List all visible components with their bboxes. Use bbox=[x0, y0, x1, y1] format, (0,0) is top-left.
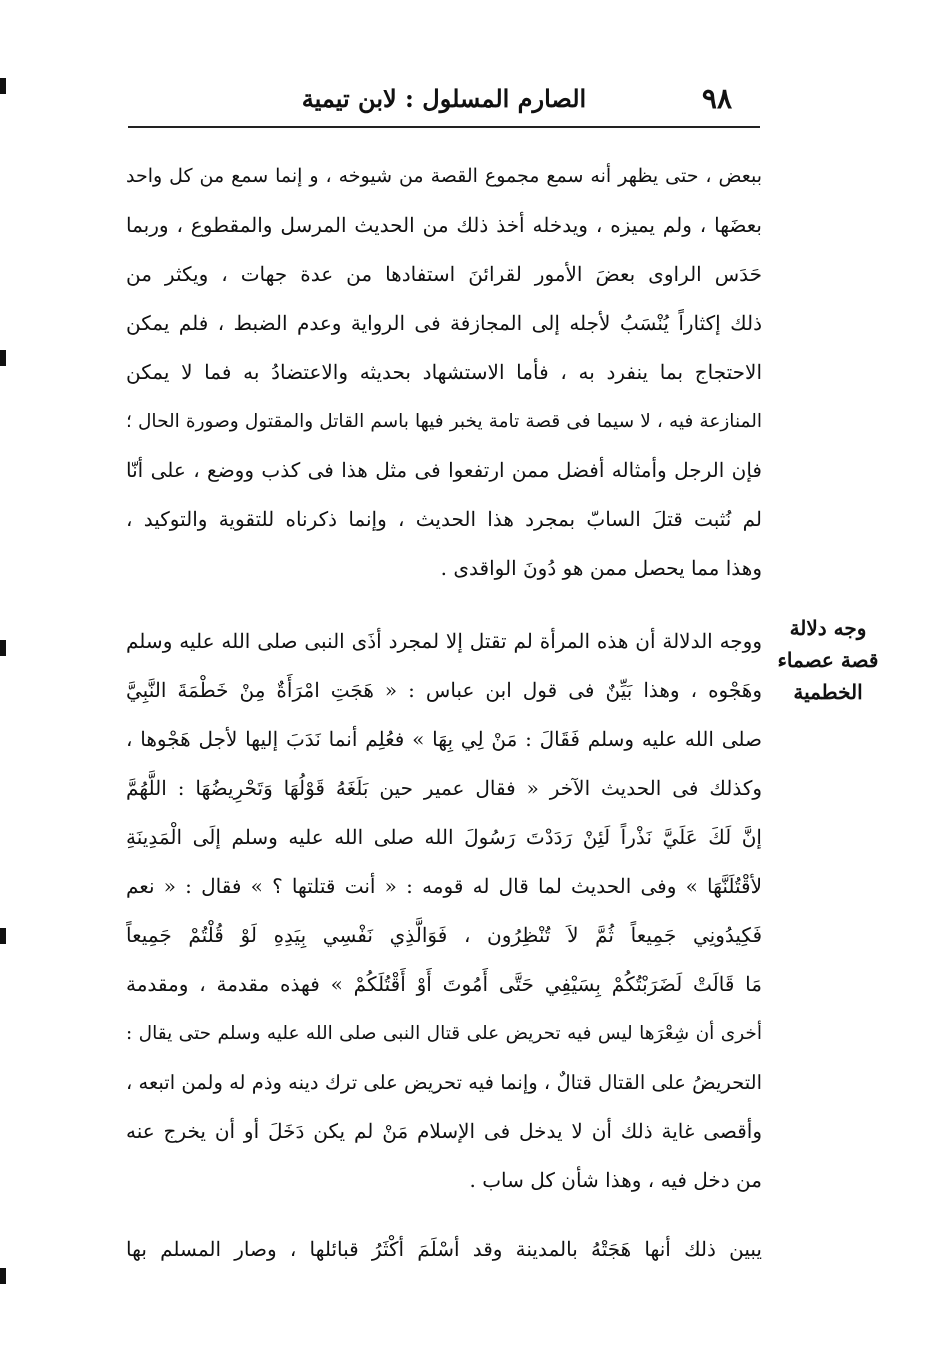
text-line: إنَّ لَكَ عَلَيَّ نَذْراً لَئِنْ رَدَدْتَ رَسُولَ الله صلى الله عليه وسلم إلَى الْمَدِينَةِ bbox=[126, 825, 762, 849]
margin-note-line: قصة عصماء bbox=[777, 648, 879, 672]
text-line: وهذا مما يحصل ممن هو دُونَ الواقدى . bbox=[440, 556, 762, 580]
margin-note bbox=[772, 612, 884, 708]
text-line: التحريضُ على القتال قتالٌ ، وإنما فيه تحريض على ترك دينه وذم له ولمن اتبعه ، bbox=[126, 1071, 762, 1094]
text-line: المنازعة فيه ، لا سيما فى قصة تامة يخبر فيها باسم القاتل والمقتول وصورة الحال ؛ bbox=[126, 411, 762, 432]
text-line: أخرى أن شِعْرَها ليس فيه تحريض على قتال النبى صلى الله عليه وسلم حتى يقال : bbox=[126, 1023, 762, 1044]
scan-edge-mark bbox=[0, 640, 6, 656]
text-line: الاحتجاج بما ينفرد به ، فأما الاستشهاد بحديثه والاعتضادُ به فما لا يمكن bbox=[126, 360, 762, 384]
text-line: صلى الله عليه وسلم فَقَالَ : مَنْ لِي بِهَا » فعُلِم أنما نَدَبَ إليها لأجل هَجْوها ، bbox=[126, 727, 762, 751]
page-header bbox=[128, 80, 760, 124]
paragraph bbox=[126, 1225, 762, 1274]
text-line: بعضَها ، ولم يميزه ، ويدخله أخذ ذلك من الحديث المرسل والمقطوع ، وربما bbox=[126, 213, 762, 237]
text-line: حَدَس الراوى بعضَ الأمور لقرائنَ استفادها من عدة جهات ، ويكثر من bbox=[126, 262, 762, 286]
scan-edge-mark bbox=[0, 1268, 6, 1284]
text-line: من دخل فيه ، وهذا شأن كل ساب . bbox=[469, 1168, 762, 1192]
scan-edge-mark bbox=[0, 78, 6, 94]
text-line: لم نُثبت قتلَ السابّ بمجرد هذا الحديث ، وإنما ذكرناه للتقوية والتوكيد ، bbox=[126, 507, 762, 531]
text-line: فإن الرجل وأمثاله أفضل ممن ارتفعوا فى مثل هذا فى كذب ووضع ، على أنّا bbox=[126, 458, 762, 482]
text-line: فَكِيدُونِي جَمِيعاً ثُمَّ لاَ تُنْظِرُون ، فَوَالَّذِي نَفْسِي بِيَدِهِ لَوْ قُلْتُمْ جَمِيعاً bbox=[126, 923, 762, 947]
text-line: لأقْتُلَنَّهَا » وفى الحديث لما قال له قومه : « أنت قتلتها ؟ » فقال : « نعم bbox=[126, 874, 762, 898]
text-line: ببعض ، حتى يظهر أنه سمع مجموع القصة من شيوخه ، و إنما سمع من كل واحد bbox=[126, 165, 762, 187]
text-line: ذلك إكثاراً يُنْسَبُ لأجله إلى المجازفة فى الرواية وعدم الضبط ، فلم يمكن bbox=[126, 311, 762, 335]
paragraph bbox=[126, 617, 762, 1205]
margin-note-line: وجه دلالة bbox=[789, 616, 867, 640]
running-title: الصارم المسلول : لابن تيمية bbox=[301, 84, 587, 113]
header-divider bbox=[128, 126, 760, 128]
text-line: يبين ذلك أنها هَجَتْهُ بالمدينة وقد أسْلَمَ أكْثَرُ قبائلها ، وصار المسلم بها bbox=[126, 1237, 762, 1261]
text-line: وهَجْوه ، وهذا بَيِّنٌ فى قول ابن عباس : « هَجَتِ امْرَأَةٌ مِنْ خَطْمَةَ النَّبِيَّ bbox=[126, 678, 762, 702]
margin-note-line: الخطمية bbox=[793, 680, 863, 704]
text-line: وكذلك فى الحديث الآخر « فقال عمير حين بَلَغَهُ قَوْلُهَا وَتَحْرِيضُهَا : اللَّهُمَّ bbox=[126, 776, 762, 800]
scan-edge-mark bbox=[0, 350, 6, 366]
page-number: ٩٨ bbox=[701, 82, 732, 115]
text-line: مَا قَالَتْ لَضَرَبْتُكُمْ بِسَيْفِي حَتَّى أَمُوتَ أَوْ أَقْتُلَكُمْ » فهذه مقدمة ، ومقدمة bbox=[126, 972, 762, 996]
paragraph bbox=[126, 152, 762, 593]
text-line: وأقصى غاية ذلك أن لا يدخل فى الإسلام مَنْ لم يكن دَخَلَ أو أن يخرج عنه bbox=[126, 1119, 762, 1143]
scan-edge-mark bbox=[0, 928, 6, 944]
text-line: ووجه الدلالة أن هذه المرأة لم تقتل إلا لمجرد أذَى النبى صلى الله عليه وسلم bbox=[126, 629, 762, 653]
